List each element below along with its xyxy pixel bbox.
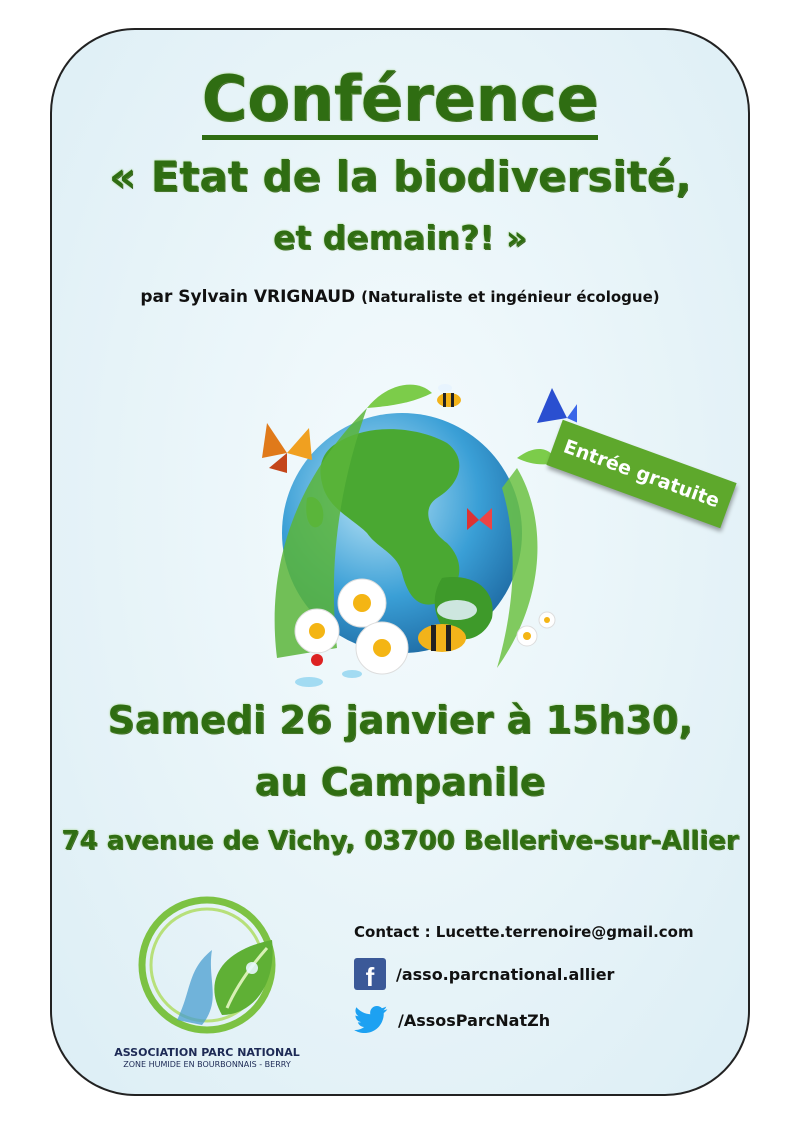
contact-email: Contact : Lucette.terrenoire@gmail.com	[354, 923, 694, 941]
talk-title-line1: « Etat de la biodiversité,	[108, 152, 692, 201]
speaker-name: par Sylvain VRIGNAUD	[140, 287, 356, 307]
globe-illustration	[217, 348, 577, 688]
speaker-line	[52, 287, 748, 307]
event-venue: au Campanile	[254, 760, 546, 804]
bee-icon	[437, 384, 461, 407]
event-date: Samedi 26 janvier à 15h30,	[107, 698, 693, 742]
conference-title-text: Conférence	[202, 62, 599, 140]
free-entry-badge: Entrée gratuite	[546, 420, 736, 528]
talk-title-line2: et demain?! »	[272, 218, 528, 257]
conference-title	[52, 62, 748, 135]
twitter-link-row	[354, 1006, 550, 1034]
poster-frame	[50, 28, 750, 1096]
organization-subtitle: ZONE HUMIDE EN BOURBONNAIS - BERRY	[123, 1060, 291, 1069]
speaker-role: (Naturaliste et ingénieur écologue)	[361, 288, 660, 306]
organization-name: ASSOCIATION PARC NATIONAL	[114, 1046, 300, 1059]
facebook-link-row	[354, 958, 614, 990]
event-address: 74 avenue de Vichy, 03700 Bellerive-sur-Allier	[61, 826, 739, 856]
facebook-icon: f	[354, 958, 386, 990]
twitter-handle: /AssosParcNatZh	[398, 1010, 551, 1030]
facebook-handle: /asso.parcnational.allier	[396, 964, 615, 984]
twitter-icon	[354, 1006, 388, 1034]
logo-leaf-icon	[112, 890, 302, 1040]
